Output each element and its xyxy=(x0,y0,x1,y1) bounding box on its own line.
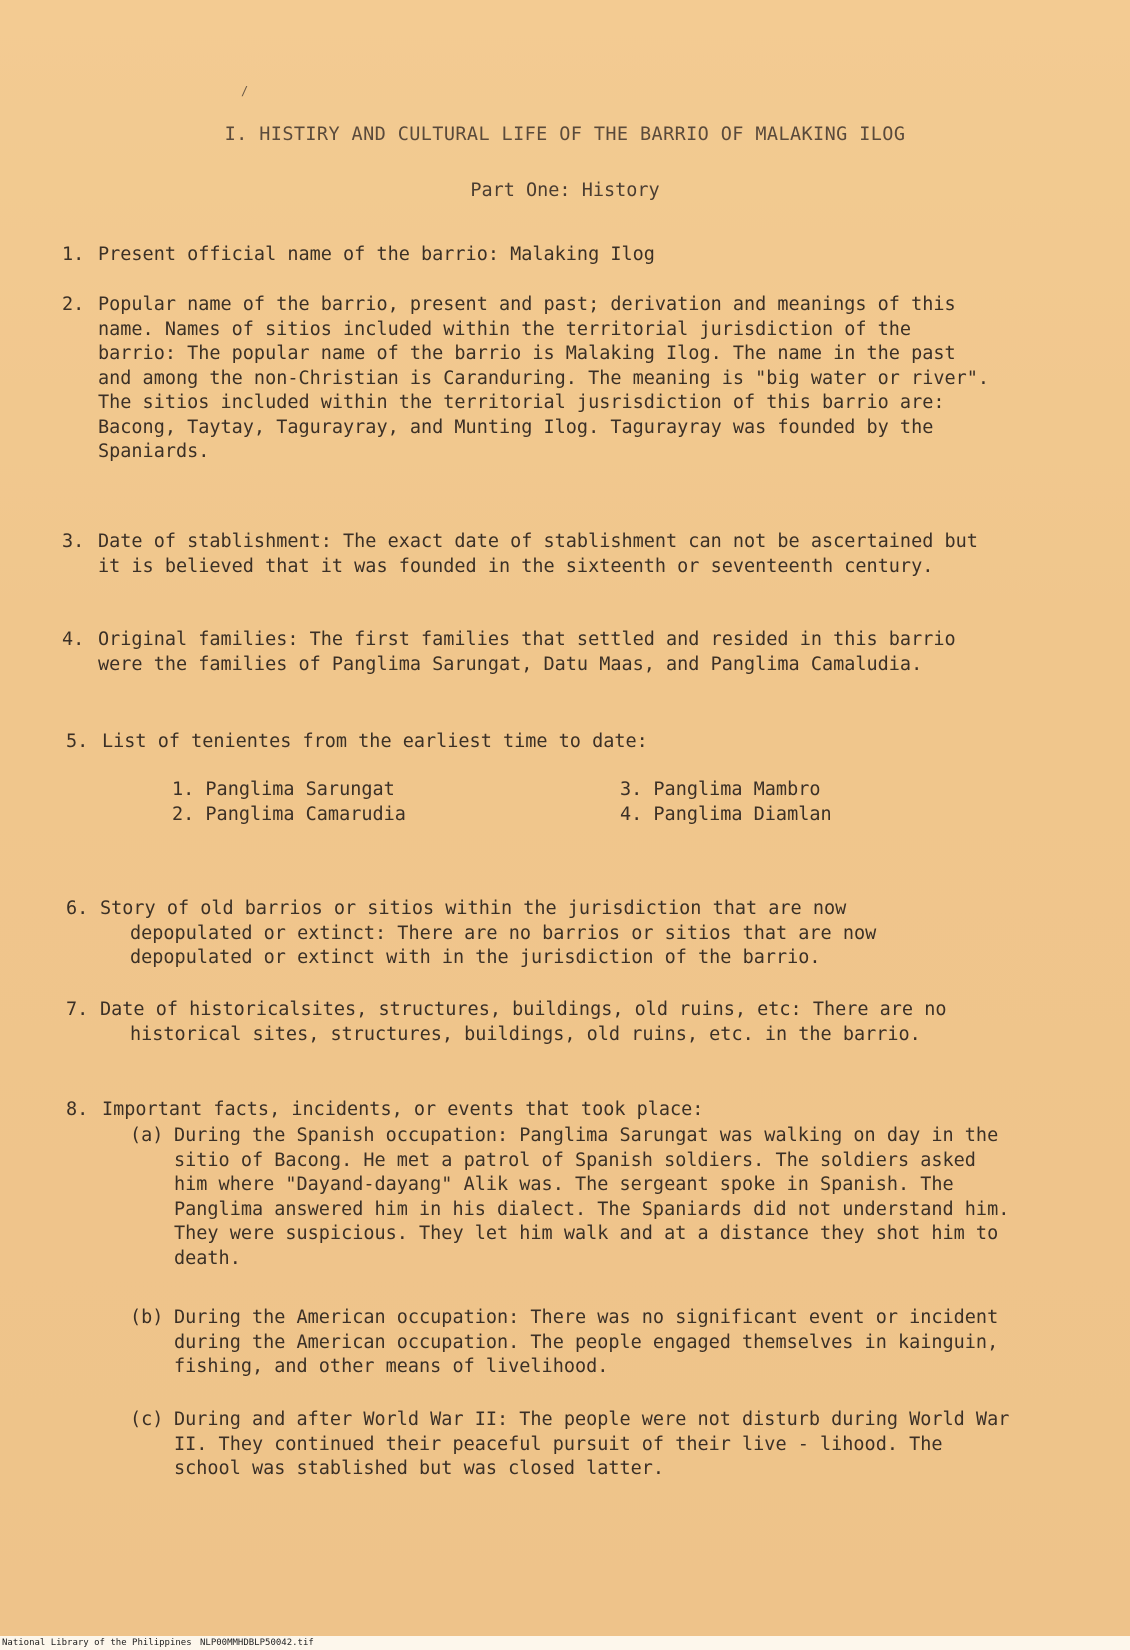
section-subtitle: Part One: History xyxy=(470,180,660,201)
item-number: 2. xyxy=(62,294,85,315)
item-4 xyxy=(62,628,992,677)
item-number: 4. xyxy=(62,629,85,650)
event-a xyxy=(130,1124,1010,1271)
event-c xyxy=(130,1408,1020,1482)
item-5 xyxy=(66,730,1086,755)
tenientes-column-1 xyxy=(172,777,406,827)
item-text: Important facts, incidents, or events that took place: xyxy=(102,1099,704,1120)
item-number: 1. xyxy=(62,244,85,265)
item-2 xyxy=(62,293,992,465)
item-text: Original families: The first families that settled and resided in this barrio were the families of Panglima Sarungat, Datu Maas, and Panglima Camaludia. xyxy=(98,629,956,675)
tenientes-column-2 xyxy=(620,777,832,827)
footer-filename: NLP00MMHDBLP50042.tif xyxy=(200,1638,314,1648)
item-text: Story of old barrios or sitios within the jurisdiction that are now depopulated or extinct: There are no barrios or sitios that are now depopulated or extinct with in the jurisdiction of the barrio. xyxy=(100,898,877,968)
item-text: Date of stablishment: The exact date of stablishment can not be ascertained but it is believed that it was founded in the sixteenth or seventeenth century. xyxy=(98,531,978,577)
event-label: (b) xyxy=(130,1307,164,1328)
event-text: During the Spanish occupation: Panglima Sarungat was walking on day in the sitio of Bacong. He met a patrol of Spanish soldiers. The soldiers asked him where "Dayand-dayang" Alik was. The sergeant spoke in Spanish. The Panglima answered him in his dialect. The Spaniards did not understand him. They were suspicious. They let him walk and at a distance they shot him to death. xyxy=(174,1125,1010,1269)
item-number: 7. xyxy=(66,999,89,1020)
item-number: 8. xyxy=(66,1099,89,1120)
teniente-entry: 2. Panglima Camarudia xyxy=(172,804,406,825)
item-text: List of tenientes from the earliest time to date: xyxy=(102,731,648,752)
item-number: 3. xyxy=(62,531,85,552)
teniente-entry: 3. Panglima Mambro xyxy=(620,779,821,800)
item-number: 6. xyxy=(66,898,89,919)
document-title: I. HISTIRY AND CULTURAL LIFE OF THE BARRIO OF MALAKING ILOG xyxy=(224,124,906,145)
item-7 xyxy=(66,998,1016,1047)
event-label: (a) xyxy=(130,1125,164,1146)
pencil-mark: / xyxy=(241,84,249,98)
item-1 xyxy=(62,243,1082,268)
item-3 xyxy=(62,530,992,579)
item-number: 5. xyxy=(66,731,89,752)
item-6 xyxy=(66,897,976,971)
item-text: Date of historicalsites, structures, buildings, old ruins, etc: There are no historical sites, structures, buildings, old ruins, etc. in the barrio. xyxy=(100,999,947,1045)
item-text: Present official name of the barrio: Malaking Ilog xyxy=(98,244,655,265)
event-b xyxy=(130,1306,1030,1380)
event-text: During the American occupation: There was no significant event or incident during the American occupation. The people engaged themselves in kainguin, fishing, and other means of livelihood. xyxy=(174,1307,999,1377)
footer-library: National Library of the Philippines xyxy=(2,1638,192,1648)
teniente-entry: 4. Panglima Diamlan xyxy=(620,804,832,825)
item-text: Popular name of the barrio, present and past; derivation and meanings of this name. Names of sitios included within the territorial jurisdiction of the barrio: The popular name of the barrio is Malaking Ilog. The name in the past and among the non-Christian is Caranduring. The meaning is "big water or river". The sitios included within the territorial jusrisdiction of this barrio are: Bacong, Taytay, Tagurayray, and Munting Ilog. Tagurayray was founded by the Spaniards. xyxy=(98,294,990,462)
item-8 xyxy=(66,1098,1086,1123)
archive-footer xyxy=(0,1636,1130,1650)
event-label: (c) xyxy=(130,1409,164,1430)
event-text: During and after World War II: The people were not disturb during World War II. They continued their peaceful pursuit of their live - lihood. The school was stablished but was closed latter. xyxy=(174,1409,1010,1479)
teniente-entry: 1. Panglima Sarungat xyxy=(172,779,395,800)
